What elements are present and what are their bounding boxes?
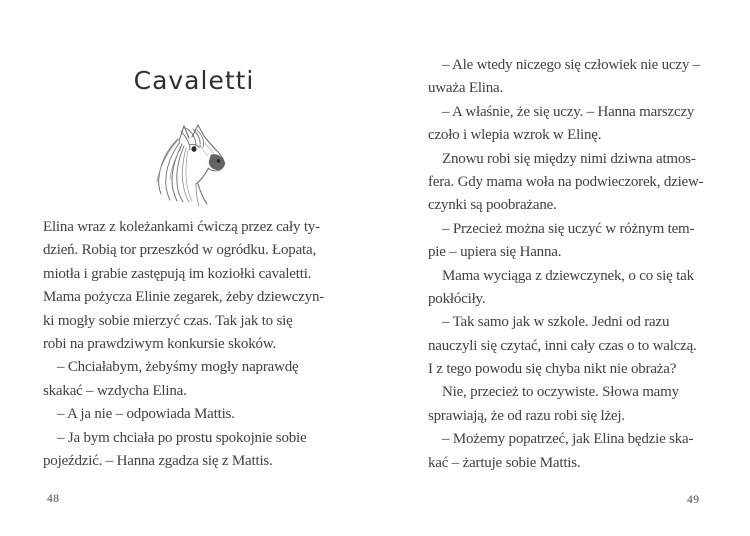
text-line: Elina wraz z koleżankami ćwiczą przez cały ty- — [43, 219, 320, 235]
text-line: czoło i wlepia wzrok w Elinę. — [428, 127, 602, 144]
text-line: – A właśnie, że się uczy. – Hanna marszczy — [442, 103, 695, 120]
text-line: ki mogły sobie mierzyć czas. Tak jak to się — [43, 312, 293, 329]
text-line: pojeździć. – Hanna zgadza się z Mattis. — [43, 452, 273, 469]
text-line: nauczyli się czytać, inni cały czas o to walczą. — [428, 337, 697, 354]
text-line: robi na prawdziwym konkursie skoków. — [43, 335, 277, 352]
text-line: dzień. Robią tor przeszkód w ogródku. Łopata, — [43, 242, 317, 259]
text-line: miotła i grabie zastępują im koziołki cavaletti. — [43, 265, 312, 282]
text-line: sprawiają, że od razu robi się lżej. — [428, 407, 625, 424]
left-page-text — [43, 216, 345, 473]
right-page-text — [428, 54, 708, 475]
chapter-title: Cavaletti — [133, 66, 255, 95]
text-line: – Przecież można się uczyć w różnym tem- — [442, 220, 695, 237]
text-line: – Chciałabym, żebyśmy mogły naprawdę — [57, 359, 299, 376]
text-line: Nie, przecież to oczywiste. Słowa mamy — [442, 384, 679, 401]
text-line: fera. Gdy mama woła na podwieczorek, dziew- — [428, 173, 704, 190]
text-line: – Ja bym chciała po prostu spokojnie sobie — [57, 429, 307, 446]
text-line: – Ale wtedy niczego się człowiek nie uczy – — [442, 57, 700, 73]
page-number-right: 49 — [687, 494, 700, 506]
page-number-left: 48 — [47, 493, 60, 505]
text-line: Mama wyciąga z dziewczynek, o co się tak — [442, 267, 694, 284]
text-line: – Możemy popatrzeć, jak Elina będzie ska- — [442, 431, 694, 448]
text-line: – A ja nie – odpowiada Mattis. — [57, 406, 235, 423]
text-line: – Tak samo jak w szkole. Jedni od razu — [442, 314, 670, 331]
text-line: pokłóciły. — [428, 290, 486, 307]
text-line: Znowu robi się między nimi dziwna atmos- — [442, 150, 696, 167]
text-line: czynki są poobrażane. — [428, 197, 557, 214]
pony-head-sketch-icon — [150, 122, 235, 214]
text-line: skakać – wzdycha Elina. — [43, 382, 187, 399]
text-line: kać – żartuje sobie Mattis. — [428, 454, 581, 471]
text-line: I z tego powodu się chyba nikt nie obraża? — [428, 361, 677, 378]
text-line: Mama pożycza Elinie zegarek, żeby dziewczyn- — [43, 289, 325, 306]
text-line: uważa Elina. — [428, 80, 504, 97]
text-line: pie – upiera się Hanna. — [428, 244, 562, 261]
